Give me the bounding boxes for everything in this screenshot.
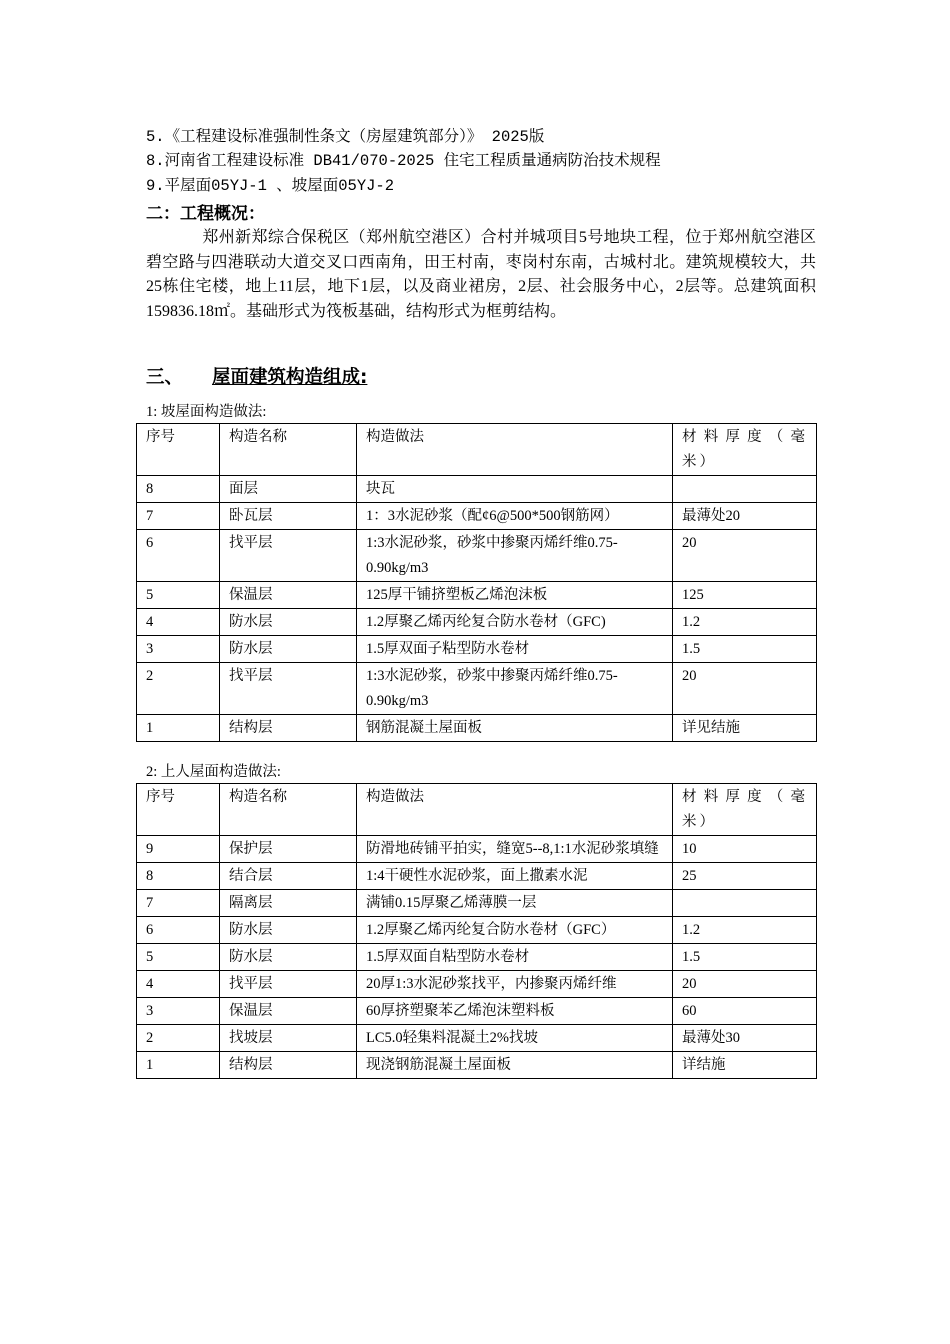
table-row bbox=[137, 917, 817, 944]
table-row bbox=[137, 715, 817, 742]
layer-method: 1:4干硬性水泥砂浆，面上撒素水泥 bbox=[357, 863, 673, 890]
layer-name: 防水层 bbox=[220, 944, 357, 971]
layer-name: 找平层 bbox=[220, 971, 357, 998]
layer-thickness bbox=[673, 890, 817, 917]
table1-caption: 1: 坡屋面构造做法: bbox=[146, 404, 267, 420]
layer-name: 保温层 bbox=[220, 582, 357, 609]
layer-thickness: 最薄处30 bbox=[673, 1025, 817, 1052]
layer-thickness: 1.5 bbox=[673, 636, 817, 663]
layer-method: 1.5厚双面自粘型防水卷材 bbox=[357, 944, 673, 971]
layer-method: 60厚挤塑聚苯乙烯泡沫塑料板 bbox=[357, 998, 673, 1025]
layer-seq: 9 bbox=[137, 836, 220, 863]
layer-name: 隔离层 bbox=[220, 890, 357, 917]
header-thickness: 材料厚度（毫米） bbox=[673, 424, 817, 476]
table-row bbox=[137, 530, 817, 582]
reference-item: 8.河南省工程建设标准 DB41/070-2025 住宅工程质量通病防治技术规程 bbox=[146, 152, 661, 170]
layer-seq: 3 bbox=[137, 998, 220, 1025]
header-name: 构造名称 bbox=[220, 424, 357, 476]
layer-name: 面层 bbox=[220, 476, 357, 503]
layer-method: 1.2厚聚乙烯丙纶复合防水卷材（GFC） bbox=[357, 917, 673, 944]
layer-method: 1：3水泥砂浆（配¢6@500*500钢筋网） bbox=[357, 503, 673, 530]
header-seq: 序号 bbox=[137, 424, 220, 476]
table-row bbox=[137, 836, 817, 863]
overview-heading: 二：工程概况： bbox=[146, 204, 265, 224]
layer-seq: 6 bbox=[137, 917, 220, 944]
overview-paragraph bbox=[146, 226, 816, 324]
layer-thickness: 20 bbox=[673, 663, 817, 715]
overview-text: 郑州新郑综合保税区（郑州航空港区）合村并城项目5号地块工程，位于郑州航空港区碧空路与四港联动大道交叉口西南角，田王村南，枣岗村东南，古城村北。建筑规模较大，共25栋住宅楼，地上11层，地下1层，以及商业裙房，2层、社会服务中心，2层等。总建筑面积159836.18㎡。基础形式为筏板基础，结构形式为框剪结构。 bbox=[146, 229, 816, 320]
layer-method: LC5.0轻集料混凝土2%找坡 bbox=[357, 1025, 673, 1052]
layer-seq: 2 bbox=[137, 1025, 220, 1052]
layer-method: 1:3水泥砂浆，砂浆中掺聚丙烯纤维0.75-0.90kg/m3 bbox=[357, 530, 673, 582]
layer-seq: 2 bbox=[137, 663, 220, 715]
slope-roof-table bbox=[136, 423, 817, 742]
table2-caption: 2: 上人屋面构造做法: bbox=[146, 764, 281, 780]
layer-method: 防滑地砖铺平拍实，缝宽5--8,1:1水泥砂浆填缝 bbox=[357, 836, 673, 863]
layer-seq: 4 bbox=[137, 971, 220, 998]
layer-thickness: 20 bbox=[673, 530, 817, 582]
table-row bbox=[137, 582, 817, 609]
table-row bbox=[137, 609, 817, 636]
layer-name: 防水层 bbox=[220, 636, 357, 663]
layer-thickness bbox=[673, 476, 817, 503]
layer-thickness: 10 bbox=[673, 836, 817, 863]
section-heading bbox=[146, 365, 367, 391]
layer-name: 找坡层 bbox=[220, 1025, 357, 1052]
layer-thickness: 25 bbox=[673, 863, 817, 890]
table-row bbox=[137, 890, 817, 917]
header-thickness: 材料厚度（毫米） bbox=[673, 784, 817, 836]
layer-thickness: 详见结施 bbox=[673, 715, 817, 742]
layer-thickness: 60 bbox=[673, 998, 817, 1025]
layer-method: 1.5厚双面子粘型防水卷材 bbox=[357, 636, 673, 663]
accessible-roof-table bbox=[136, 783, 817, 1079]
layer-seq: 7 bbox=[137, 890, 220, 917]
table-row bbox=[137, 636, 817, 663]
layer-seq: 1 bbox=[137, 1052, 220, 1079]
layer-method: 钢筋混凝土屋面板 bbox=[357, 715, 673, 742]
table-row bbox=[137, 1052, 817, 1079]
layer-seq: 7 bbox=[137, 503, 220, 530]
layer-seq: 5 bbox=[137, 582, 220, 609]
layer-method: 现浇钢筋混凝土屋面板 bbox=[357, 1052, 673, 1079]
table-row bbox=[137, 1025, 817, 1052]
layer-method: 块瓦 bbox=[357, 476, 673, 503]
layer-name: 找平层 bbox=[220, 663, 357, 715]
layer-thickness: 1.2 bbox=[673, 609, 817, 636]
layer-thickness: 20 bbox=[673, 971, 817, 998]
layer-name: 保护层 bbox=[220, 836, 357, 863]
layer-seq: 6 bbox=[137, 530, 220, 582]
layer-name: 结构层 bbox=[220, 1052, 357, 1079]
layer-seq: 3 bbox=[137, 636, 220, 663]
section-title: 屋面建筑构造组成: bbox=[212, 367, 368, 388]
layer-method: 1.2厚聚乙烯丙纶复合防水卷材（GFC) bbox=[357, 609, 673, 636]
reference-item: 5.《工程建设标准强制性条文（房屋建筑部分）》 2025版 bbox=[146, 128, 545, 146]
layer-name: 结构层 bbox=[220, 715, 357, 742]
layer-name: 卧瓦层 bbox=[220, 503, 357, 530]
table-row bbox=[137, 971, 817, 998]
table-header-row bbox=[137, 784, 817, 836]
layer-name: 结合层 bbox=[220, 863, 357, 890]
layer-thickness: 125 bbox=[673, 582, 817, 609]
header-method: 构造做法 bbox=[357, 424, 673, 476]
layer-seq: 5 bbox=[137, 944, 220, 971]
layer-thickness: 1.5 bbox=[673, 944, 817, 971]
table-row bbox=[137, 998, 817, 1025]
reference-item: 9.平屋面05YJ-1 、坡屋面05YJ-2 bbox=[146, 177, 395, 195]
header-method: 构造做法 bbox=[357, 784, 673, 836]
layer-method: 125厚干铺挤塑板乙烯泡沫板 bbox=[357, 582, 673, 609]
table-row bbox=[137, 663, 817, 715]
table-row bbox=[137, 503, 817, 530]
header-name: 构造名称 bbox=[220, 784, 357, 836]
layer-method: 满铺0.15厚聚乙烯薄膜一层 bbox=[357, 890, 673, 917]
table-row bbox=[137, 476, 817, 503]
table-header-row bbox=[137, 424, 817, 476]
layer-thickness: 最薄处20 bbox=[673, 503, 817, 530]
layer-name: 防水层 bbox=[220, 917, 357, 944]
layer-seq: 4 bbox=[137, 609, 220, 636]
layer-seq: 8 bbox=[137, 863, 220, 890]
header-seq: 序号 bbox=[137, 784, 220, 836]
layer-name: 保温层 bbox=[220, 998, 357, 1025]
table-row bbox=[137, 863, 817, 890]
layer-method: 20厚1:3水泥砂浆找平，内掺聚丙烯纤维 bbox=[357, 971, 673, 998]
table-row bbox=[137, 944, 817, 971]
section-number: 三、 bbox=[146, 367, 184, 388]
layer-method: 1:3水泥砂浆，砂浆中掺聚丙烯纤维0.75-0.90kg/m3 bbox=[357, 663, 673, 715]
layer-seq: 8 bbox=[137, 476, 220, 503]
layer-seq: 1 bbox=[137, 715, 220, 742]
layer-name: 找平层 bbox=[220, 530, 357, 582]
layer-thickness: 详结施 bbox=[673, 1052, 817, 1079]
layer-thickness: 1.2 bbox=[673, 917, 817, 944]
layer-name: 防水层 bbox=[220, 609, 357, 636]
